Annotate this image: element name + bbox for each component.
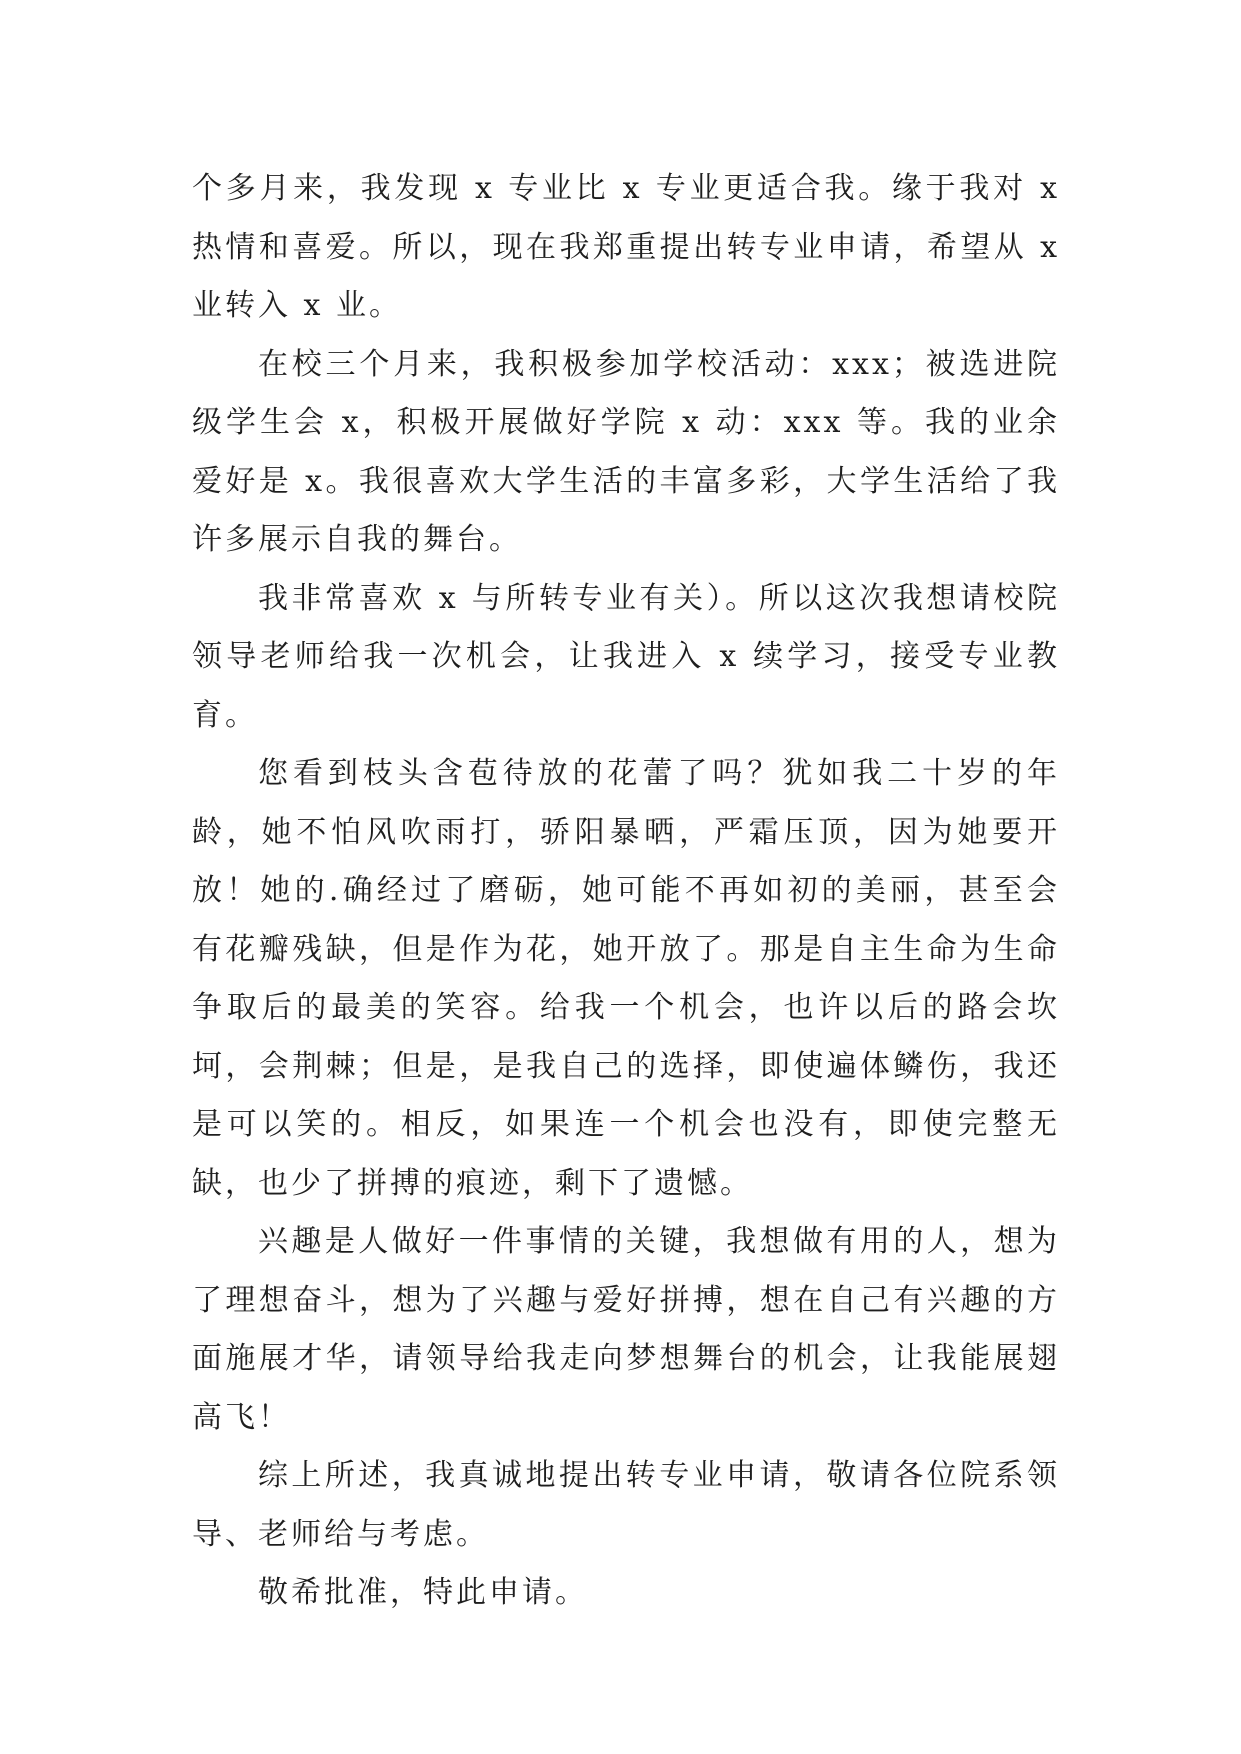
paragraph-5: 兴趣是人做好一件事情的关键，我想做有用的人，想为了理想奋斗，想为了兴趣与爱好拼搏，想在自己有兴趣的方面施展才华，请领导给我走向梦想舞台的机会，让我能展翅高飞！ [192,1224,1060,1435]
paragraph-4: 您看到枝头含苞待放的花蕾了吗？犹如我二十岁的年龄，她不怕风吹雨打，骄阳暴晒，严霜压顶，因为她要开放！她的.确经过了磨砺，她可能不再如初的美丽，甚至会有花瓣残缺，但是作为花，她开放了。那是自主生命为生命争取后的最美的笑容。给我一个机会，也许以后的路会坎坷，会荆棘；但是，是我自己的选择，即使遍体鳞伤，我还是可以笑的。相反，如果连一个机会也没有，即使完整无缺，也少了拼搏的痕迹，剩下了遗憾。 [192,756,1060,1201]
paragraph-3: 我非常喜欢 x 与所转专业有关）。所以这次我想请校院领导老师给我一次机会，让我进入 x 续学习，接受专业教育。 [192,580,1060,733]
document-body [192,160,1060,1623]
paragraph-1: 个多月来，我发现 x 专业比 x 专业更适合我。缘于我对 x 热情和喜爱。所以，现在我郑重提出转专业申请，希望从 x 业转入 x 业。 [192,171,1060,323]
paragraph-2: 在校三个月来，我积极参加学校活动：xxx；被选进院级学生会 x，积极开展做好学院 x 动：xxx 等。我的业余爱好是 x。我很喜欢大学生活的丰富多彩，大学生活给了我许多展示自我的舞台。 [192,346,1060,557]
paragraph-6: 综上所述，我真诚地提出转专业申请，敬请各位院系领导、老师给与考虑。 [192,1458,1060,1552]
paragraph-7: 敬希批准，特此申请。 [258,1575,588,1610]
